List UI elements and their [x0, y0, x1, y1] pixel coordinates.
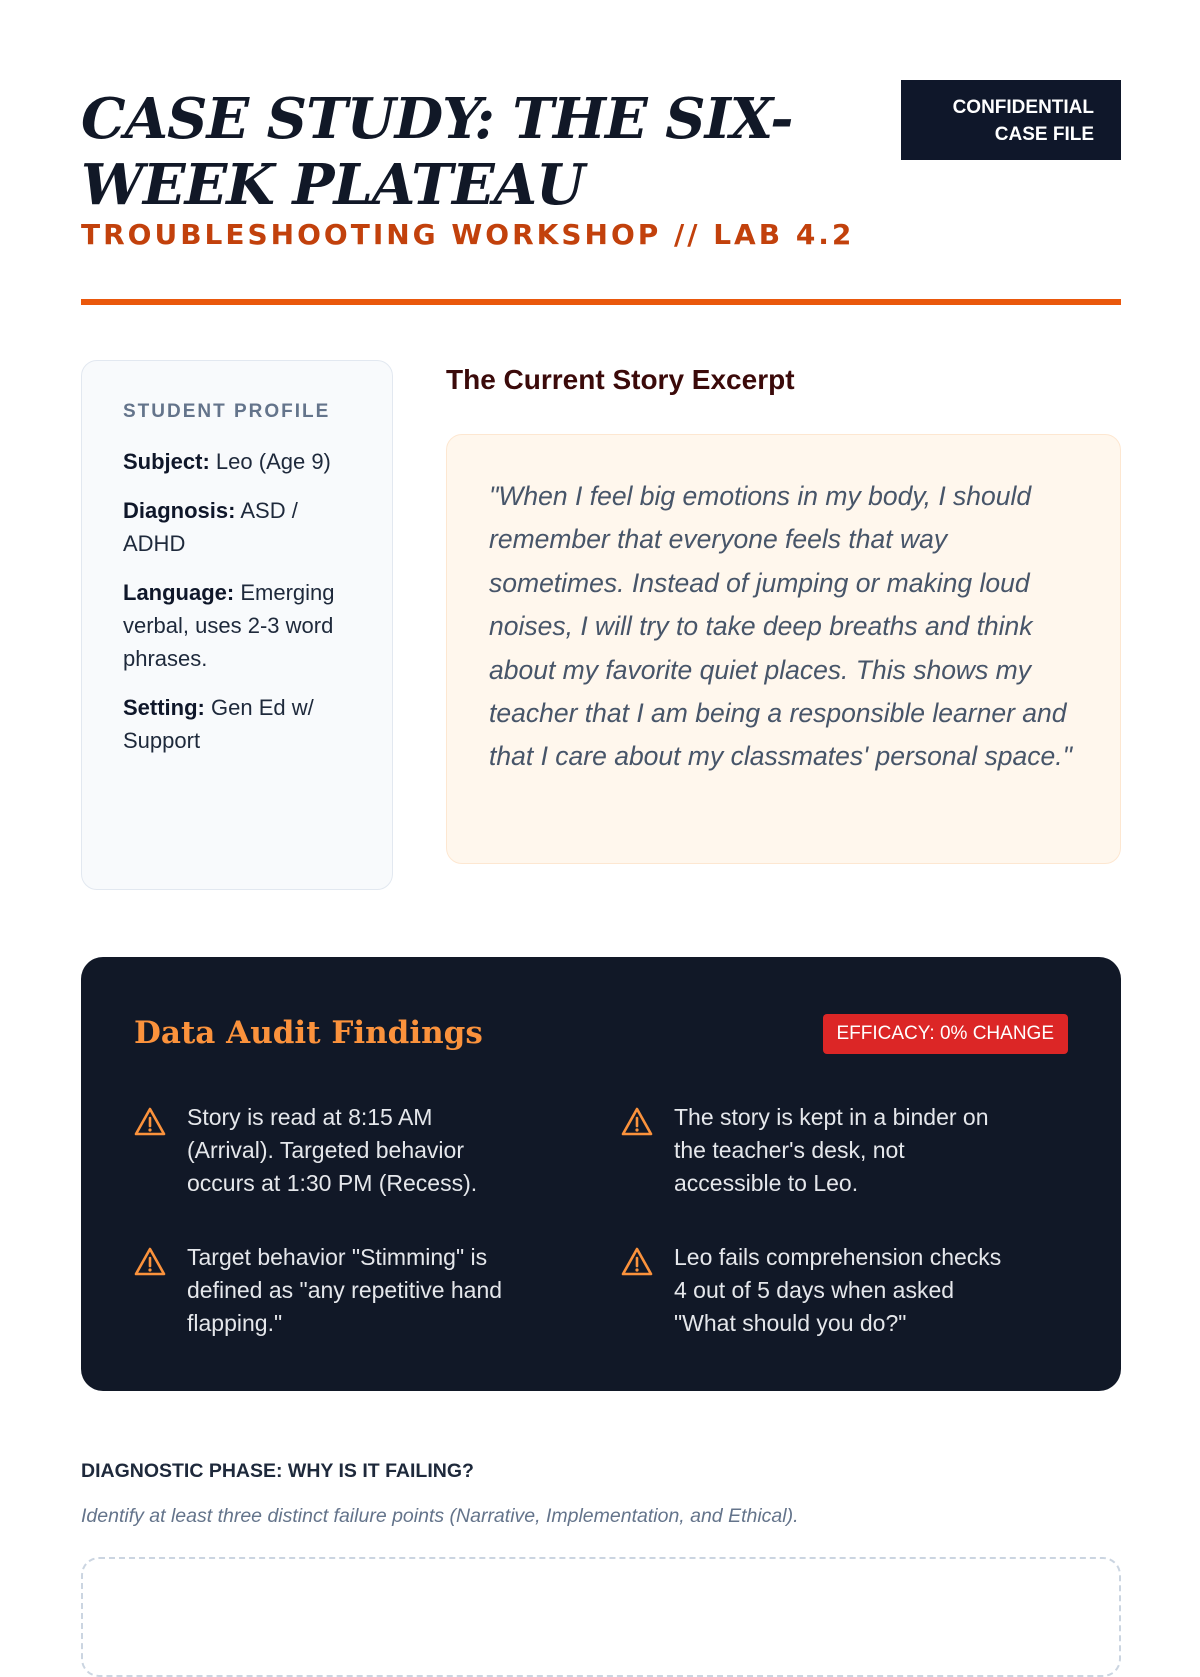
profile-label: Diagnosis:	[123, 498, 236, 523]
profile-value: Emerging verbal, uses 2-3 word phrases.	[123, 580, 335, 671]
profile-value: Gen Ed w/ Support	[123, 695, 314, 753]
page-subtitle: TROUBLESHOOTING WORKSHOP // LAB 4.2	[81, 218, 855, 251]
story-excerpt-text: "When I feel big emotions in my body, I should remember that everyone feels that way sometimes. Instead of jumping or making loud noises, I will try to take deep breaths and think about my favorite quiet places. This shows my teacher that I am being a responsible learner and that I care about my classmates' personal space."	[489, 481, 1073, 772]
profile-label: Subject:	[123, 449, 210, 474]
diagnostic-answer-area[interactable]	[81, 1557, 1121, 1677]
audit-finding	[621, 1241, 1011, 1340]
efficacy-badge: EFFICACY: 0% CHANGE	[823, 1014, 1069, 1054]
profile-item-language	[123, 576, 352, 675]
excerpt-heading: The Current Story Excerpt	[446, 364, 795, 395]
student-profile-heading: STUDENT PROFILE	[123, 401, 331, 422]
profile-value: ASD / ADHD	[123, 498, 298, 556]
warning-icon	[621, 1107, 653, 1137]
audit-finding	[621, 1101, 1011, 1200]
diagnostic-heading: DIAGNOSTIC PHASE: WHY IS IT FAILING?	[81, 1460, 474, 1482]
audit-finding	[134, 1101, 524, 1200]
profile-item-subject	[123, 445, 352, 478]
audit-finding-text: Target behavior "Stimming" is defined as "any repetitive hand flapping."	[187, 1244, 503, 1336]
audit-finding-text: Leo fails comprehension checks 4 out of 5 days when asked "What should you do?"	[674, 1244, 1002, 1336]
student-profile-card	[81, 360, 393, 890]
profile-label: Language:	[123, 580, 235, 605]
profile-item-setting	[123, 691, 352, 757]
audit-finding-text: Story is read at 8:15 AM (Arrival). Targeted behavior occurs at 1:30 PM (Recess).	[187, 1104, 478, 1196]
data-audit-panel	[81, 957, 1121, 1391]
story-excerpt-box	[446, 434, 1121, 864]
header-divider	[81, 299, 1121, 305]
audit-title: Data Audit Findings	[134, 1015, 483, 1051]
profile-item-diagnosis	[123, 494, 352, 560]
badge-line-1: CONFIDENTIAL	[952, 97, 1094, 118]
warning-icon	[134, 1247, 166, 1277]
badge-line-2: CASE FILE	[994, 124, 1094, 145]
page-title: CASE STUDY: THE SIX-WEEK PLATEAU	[81, 86, 793, 218]
audit-finding	[134, 1241, 524, 1340]
diagnostic-instruction: Identify at least three distinct failure points (Narrative, Implementation, and Ethical).	[81, 1505, 799, 1527]
warning-icon	[134, 1107, 166, 1137]
profile-value: Leo (Age 9)	[215, 449, 331, 474]
warning-icon	[621, 1247, 653, 1277]
confidential-badge	[901, 80, 1121, 160]
profile-label: Setting:	[123, 695, 205, 720]
audit-finding-text: The story is kept in a binder on the teacher's desk, not accessible to Leo.	[674, 1104, 989, 1196]
